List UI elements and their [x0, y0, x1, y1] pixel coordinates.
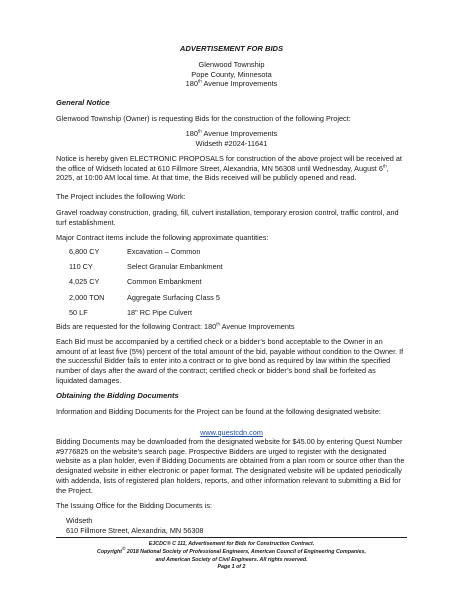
quantity-value: 50 LF [69, 307, 88, 317]
quantity-item: Aggregate Surfacing Class 5 [127, 292, 220, 302]
project-name-repeat: 180th Avenue Improvements [185, 128, 278, 138]
issuing-office [56, 516, 407, 535]
obtaining-heading: Obtaining the Bidding Documents [56, 391, 179, 400]
quantity-value: 2,000 TON [69, 292, 105, 302]
quantity-value: 4,025 CY [69, 277, 100, 287]
quantity-item: Common Embankment [127, 277, 202, 287]
bond-paragraph: Each Bid must be accompanied by a certified check or a bidder’s bond acceptable to the Owner in an amount of at least five (5%) percent of the total amount of the bid, payable without condition to the Owner. If the successful Bidder fails to enter into a contract or to give bond as required by law within the specified number of days after the award of the contract; certified check or bidder’s bond shall be forfeited as liquidated damages. [56, 337, 404, 385]
website-link[interactable]: www.questcdn.com [200, 428, 263, 437]
project-name: 180th Avenue Improvements [185, 78, 278, 89]
issuing-address: 610 Fillmore Street, Alexandria, MN 56308 [66, 525, 204, 535]
footer-copyright: Copyright© 2018 National Society of Professional Engineers, American Council of Engineering Companies, [97, 546, 366, 555]
table-row [56, 244, 407, 259]
table-row [56, 305, 407, 320]
table-row [56, 290, 407, 305]
table-row [56, 274, 407, 289]
general-notice-heading: General Notice [56, 98, 110, 107]
table-row [56, 259, 407, 274]
county-name: Pope County, Minnesota [191, 69, 272, 79]
project-identifier [56, 129, 407, 148]
project-header [56, 60, 407, 89]
project-id: Widseth #2024-11641 [195, 138, 268, 148]
page-title: ADVERTISEMENT FOR BIDS [179, 44, 284, 53]
footer-divider [56, 537, 407, 538]
quantities-table [56, 244, 407, 320]
page-footer [0, 541, 463, 572]
issuing-name: Widseth [66, 516, 93, 525]
page-number: Page 1 of 2 [217, 564, 246, 571]
work-intro: The Project includes the following Work: [56, 192, 186, 201]
quantity-item: 18" RC Pipe Culvert [127, 307, 193, 317]
quantity-value: 110 CY [69, 262, 93, 272]
issuing-intro: The Issuing Office for the Bidding Documents is: [56, 501, 213, 510]
notice-paragraph: Notice is hereby given ELECTRONIC PROPOSALS for construction of the above project will be received at the office of Widseth located at 610 Fillmore Street, Alexandria, MN 56308 until Wednesday, August 6th, 2025, at 10:00 AM local time. At that time, the Bids received will be publicly opened and read. [56, 154, 402, 183]
work-description: Gravel roadway construction, grading, fill, culvert installation, temporary erosion control, traffic control, and turf establishment. [56, 208, 399, 227]
obtaining-info: Information and Bidding Documents for the Project can be found at the following designated website: [56, 407, 381, 416]
contract-line: Bids are requested for the following Contract: 180th Avenue Improvements [56, 321, 295, 331]
major-items-intro: Major Contract items include the following approximate quantities: [56, 233, 269, 242]
footer-rights: and American Society of Civil Engineers. All rights reserved. [155, 556, 308, 563]
general-notice-intro: Glenwood Township (Owner) is requesting Bids for the construction of the following Project: [56, 114, 351, 123]
quantity-value: 6,800 CY [69, 247, 100, 256]
township-name: Glenwood Township [198, 60, 265, 69]
footer-doc-title: EJCDC® C 111, Advertisement for Bids for Construction Contract. [148, 541, 315, 547]
download-paragraph: Bidding Documents may be downloaded from the designated website for $45.00 by entering Quest Number #9776825 on the website’s search page. Prospective Bidders are urged to register with the designated website as a plan holder, even if Bidding Documents are obtained from a plan room or source other than the designated website in either electronic or paper format. The designated website will be updated periodically with addenda, lists of registered plan holders, reports, and other information relevant to submitting a Bid for the Project. [56, 437, 405, 495]
quantity-item: Select Granular Embankment [127, 262, 223, 272]
quantity-item: Excavation – Common [127, 247, 201, 256]
